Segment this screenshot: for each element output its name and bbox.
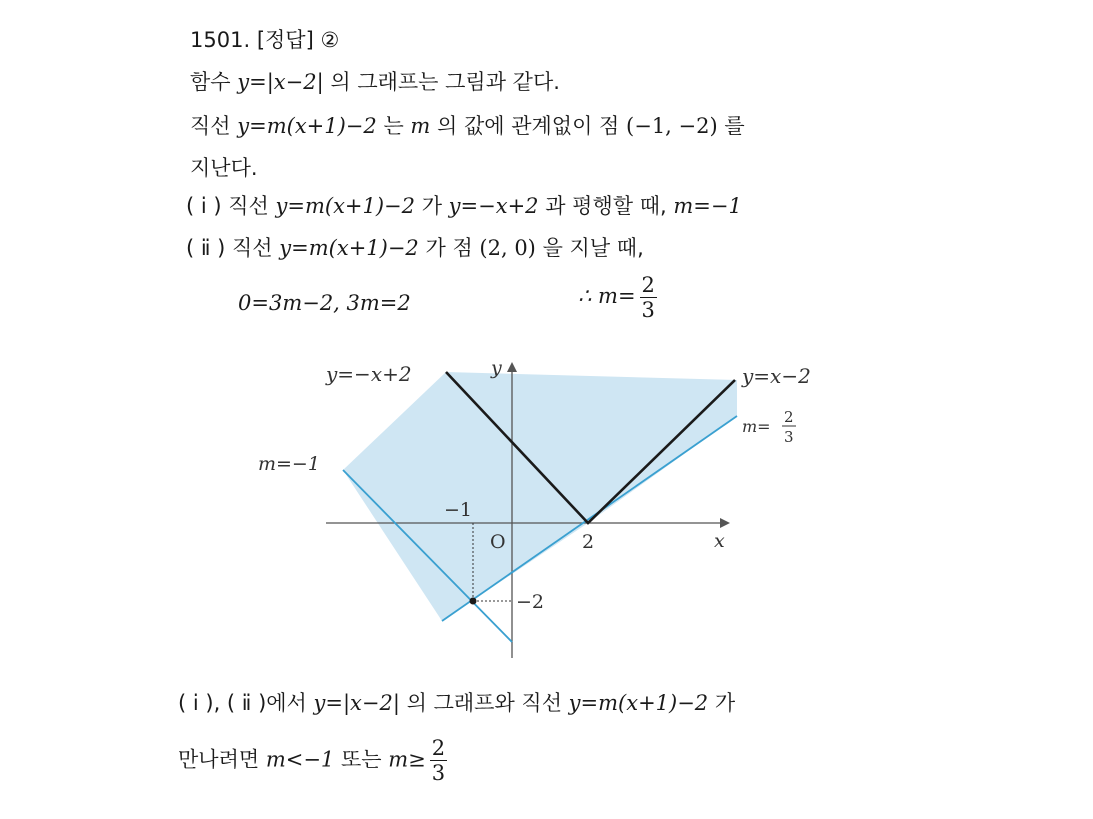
label-m-neg: m=−1 [258, 453, 320, 475]
equation-line [238, 293, 411, 314]
tick-label-neg-one: −1 [444, 499, 473, 521]
label-m-pos: m= [742, 417, 771, 436]
text-line-1 [190, 72, 560, 93]
x-axis-arrow-icon [720, 518, 730, 528]
fraction-numerator: 2 [431, 736, 446, 760]
fixed-point [470, 598, 477, 605]
fraction-denominator: 3 [641, 298, 655, 323]
math-expression: y=m(x+1)−2 [568, 691, 709, 715]
axis-label-y: y [491, 357, 502, 379]
text-span: 의 그래프와 직선 [406, 691, 569, 715]
text-span: 를 [724, 114, 745, 138]
conclusion-line-1 [178, 693, 735, 714]
shaded-region [343, 372, 737, 621]
math-expression: (−1, −2) [626, 114, 718, 138]
math-expression: (2, 0) [479, 236, 536, 260]
label-m-pos-denominator: 3 [784, 428, 794, 446]
text-span: 가 점 [425, 236, 480, 260]
conclusion-line-2 [178, 736, 447, 785]
label-line-pos: y=x−2 [742, 364, 811, 388]
text-span: 함수 [190, 70, 238, 94]
math-expression: y=|x−2| [313, 691, 400, 715]
problem-number: 1501. [190, 28, 251, 52]
y-axis-arrow-icon [507, 362, 517, 372]
text-line-2 [190, 116, 745, 137]
tick-label-neg-two: −2 [516, 591, 545, 613]
math-expression: y=|x−2| [237, 70, 324, 94]
math-expression: m<−1 [265, 747, 335, 772]
tick-label-two: 2 [582, 531, 595, 553]
text-span: 을 지날 때, [542, 236, 644, 260]
math-expression: y=m(x+1)−2 [237, 114, 377, 138]
text-span: 지난다. [190, 156, 258, 180]
answer-label: [정답] [256, 28, 314, 52]
text-span: 과 평행할 때, [545, 194, 674, 218]
text-span: 의 값에 관계없이 점 [437, 114, 627, 138]
math-expression: 0=3m−2, 3m=2 [238, 291, 411, 315]
case-label: ( ⅰ ), ( ⅱ )에서 [178, 691, 314, 715]
text-span: 의 그래프는 그림과 같다. [330, 70, 560, 94]
math-expression: m≥ [388, 747, 426, 772]
axis-label-x: x [714, 530, 725, 552]
graph-figure [240, 352, 860, 664]
fraction-numerator: 2 [641, 273, 655, 297]
answer-value: ② [320, 28, 340, 52]
math-expression: ∴ m= [578, 284, 636, 309]
fraction [640, 273, 657, 322]
text-span: 직선 [190, 114, 238, 138]
origin-label: O [490, 531, 506, 553]
text-line-3 [190, 158, 258, 179]
math-expression: y=m(x+1)−2 [279, 236, 419, 260]
math-expression: y=−x+2 [448, 194, 539, 218]
text-span: 가 [714, 691, 736, 715]
text-span: 가 [421, 194, 449, 218]
label-line-neg: y=−x+2 [326, 362, 412, 386]
text-span: 또는 [340, 747, 389, 772]
fraction [430, 736, 447, 785]
fraction-denominator: 3 [431, 761, 446, 786]
therefore-line [578, 273, 657, 322]
text-span: 만나려면 [178, 747, 266, 772]
math-expression: y=m(x+1)−2 [275, 194, 416, 218]
case-label: ( ⅱ ) 직선 [186, 236, 280, 260]
label-m-pos-numerator: 2 [784, 408, 794, 426]
text-span: 는 [383, 114, 411, 138]
text-line-case-1 [186, 196, 742, 217]
header-line [190, 30, 339, 51]
math-expression: m [410, 114, 431, 138]
case-label: ( ⅰ ) 직선 [186, 194, 276, 218]
math-expression: m=−1 [673, 194, 742, 218]
text-line-case-2 [186, 238, 644, 259]
